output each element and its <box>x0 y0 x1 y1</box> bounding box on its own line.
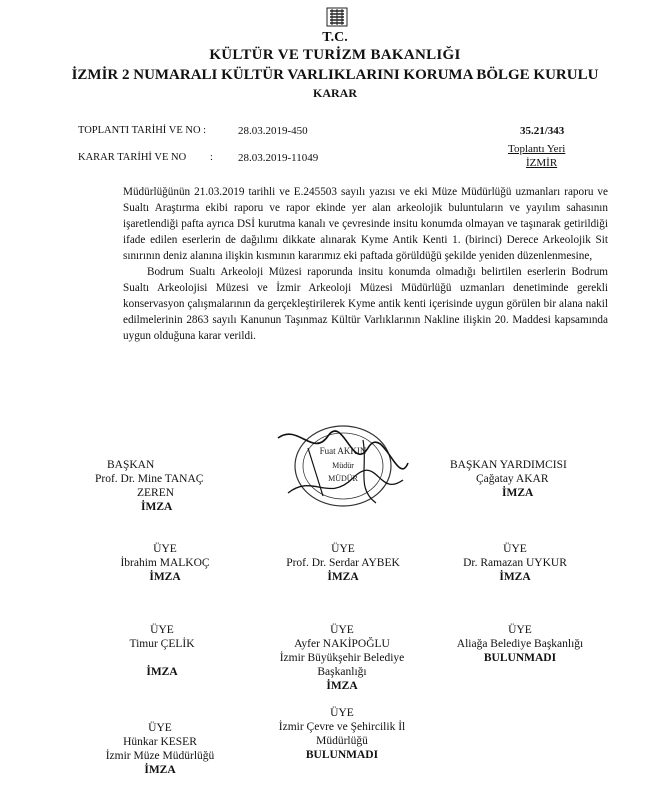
body-paragraph-2: Bodrum Sualtı Arkeoloji Müzesi raporunda insitu konumda olmadığı belirtilen eserlerin Bodrum Sualtı Arkeolojisi Müzesi ve İzmir Arkeoloji Müzesi Müdürlüğü uzmanları denetiminde gerekli konservasyon çalışmalarının da gerçekleştirilerek Kyme antik kenti içerisinde uygun görülen bir alana nakil edilmelerinin 2863 sayılı Kanunun Taşınmaz Kültür Varlıklarının Nakline ilişkin 20. Maddesi kapsamında uygun olduğuna karar verildi. <box>123 266 608 342</box>
member-1-status: İMZA <box>149 571 181 583</box>
decision-date-label: KARAR TARİHİ VE NO <box>78 152 187 163</box>
official-seal-signature <box>268 418 418 513</box>
president-name-1: Prof. Dr. Mine TANAÇ <box>95 473 204 485</box>
seal-text-1: Fuat AKKIN <box>319 446 367 456</box>
member-5-org-2: Başkanlığı <box>317 666 367 678</box>
decision-body <box>123 184 608 344</box>
meeting-date-label: TOPLANTI TARİHİ VE NO : <box>78 125 207 136</box>
president-role: BAŞKAN <box>107 459 155 471</box>
member-5-status: İMZA <box>326 680 358 692</box>
body-paragraph-1: Müdürlüğünün 21.03.2019 tarihli ve E.245503 sayılı yazısı ve eki Müze Müdürlüğü uzmanları raporu ve Sualtı Araştırma ekibi raporu ve rapor ekinde yer alan arkeolojik buluntuların ve yayılım sahasının işaretlendiği pafta ayrıca DSİ kurutma kanalı ve çevresinde insitu konumda olmayan ve taşınarak getirildiği ifade edilen eserlerin de dağılımı dikkate alınarak Kyme Antik Kenti 1. (birinci) Derece Arkeolojik Sit sınırının deniz alanına ilişkin kısmının kararımız eki paftada görüldüğü şekilde yeniden düzenlenmesine, <box>123 186 608 262</box>
president-name-2: ZEREN <box>137 487 175 499</box>
member-7-name: Hünkar KESER <box>123 736 197 748</box>
member-8-org: Müdürlüğü <box>316 735 368 747</box>
member-2-role: ÜYE <box>331 543 355 555</box>
signature-member-6 <box>440 623 600 665</box>
member-5-org-1: İzmir Büyükşehir Belediye <box>279 652 405 664</box>
member-6-status: BULUNMADI <box>483 652 557 664</box>
header-tc: T.C. <box>322 30 348 45</box>
vice-president-status: İMZA <box>502 487 534 499</box>
member-5-role: ÜYE <box>330 624 354 636</box>
member-2-status: İMZA <box>327 571 359 583</box>
meeting-place-label: Toplantı Yeri <box>508 143 566 155</box>
signature-member-8 <box>262 706 422 762</box>
member-7-role: ÜYE <box>148 722 172 734</box>
seal-text-3: MÜDÜR <box>328 474 358 483</box>
signature-member-4 <box>112 623 212 679</box>
member-4-name: Timur ÇELİK <box>129 638 195 650</box>
meeting-place-value: İZMİR <box>526 157 558 169</box>
state-emblem-icon <box>325 6 349 28</box>
member-4-status: İMZA <box>146 666 178 678</box>
seal-text-2: Müdür <box>332 461 354 470</box>
member-5-name: Ayfer NAKİPOĞLU <box>294 638 390 650</box>
member-6-name: Aliağa Belediye Başkanlığı <box>456 638 584 650</box>
signature-vice-president <box>450 458 590 500</box>
member-6-role: ÜYE <box>508 624 532 636</box>
signature-president <box>95 458 235 514</box>
header-board: İZMİR 2 NUMARALI KÜLTÜR VARLIKLARINI KORUMA BÖLGE KURULU <box>71 67 599 83</box>
member-1-name: İbrahim MALKOÇ <box>120 557 210 569</box>
decision-code: 35.21/343 <box>520 125 565 137</box>
decision-date-value: 28.03.2019-11049 <box>238 152 319 164</box>
header-ministry: KÜLTÜR VE TURİZM BAKANLIĞI <box>209 47 461 63</box>
signature-member-7 <box>90 721 230 777</box>
member-3-role: ÜYE <box>503 543 527 555</box>
member-1-role: ÜYE <box>153 543 177 555</box>
member-4-role: ÜYE <box>150 624 174 636</box>
member-8-role: ÜYE <box>330 707 354 719</box>
vice-president-role: BAŞKAN YARDIMCISI <box>450 459 567 471</box>
meeting-date-value: 28.03.2019-450 <box>238 125 308 137</box>
member-7-status: İMZA <box>144 764 176 776</box>
vice-president-name: Çağatay AKAR <box>476 473 549 485</box>
member-7-org: İzmir Müze Müdürlüğü <box>105 750 215 762</box>
member-2-name: Prof. Dr. Serdar AYBEK <box>286 557 400 569</box>
signature-member-5 <box>262 623 422 693</box>
member-8-status: BULUNMADI <box>305 749 379 761</box>
signature-member-1 <box>110 542 220 584</box>
president-status: İMZA <box>141 501 173 513</box>
signature-member-2 <box>268 542 418 584</box>
member-3-status: İMZA <box>499 571 531 583</box>
signature-member-3 <box>450 542 580 584</box>
member-8-name: İzmir Çevre ve Şehircilik İl <box>278 721 406 733</box>
header-doc-type: KARAR <box>313 86 357 100</box>
decision-date-colon: : <box>210 152 213 163</box>
member-3-name: Dr. Ramazan UYKUR <box>463 557 567 569</box>
